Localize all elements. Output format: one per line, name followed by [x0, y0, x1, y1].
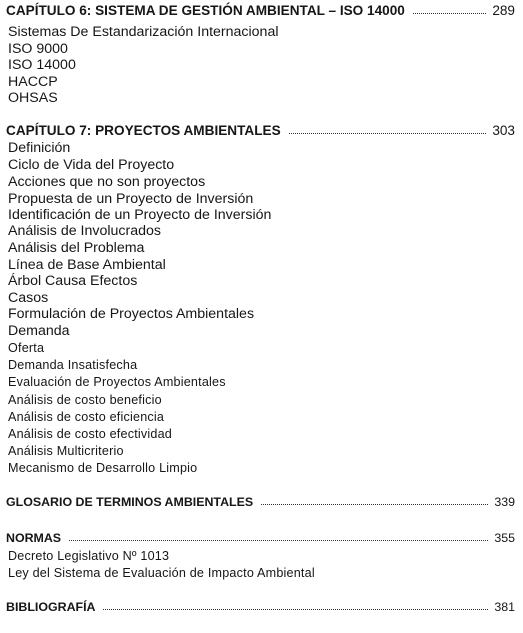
- chapter-7-item: Análisis de costo eficiencia: [8, 410, 165, 424]
- chapter-6-page: 289: [492, 3, 515, 18]
- chapter-6-title: CAPÍTULO 6: SISTEMA DE GESTIÓN AMBIENTAL – ISO 14000: [6, 3, 405, 18]
- bibliography-heading: [6, 600, 515, 614]
- chapter-7-item: Casos: [8, 290, 49, 306]
- chapter-7-item: Demanda: [8, 323, 70, 339]
- normas-item: Decreto Legislativo Nº 1013: [8, 549, 170, 563]
- chapter-7-item: Ciclo de Vida del Proyecto: [8, 157, 175, 173]
- chapter-7-item: Análisis del Problema: [8, 240, 145, 256]
- chapter-7-item: Demanda Insatisfecha: [8, 358, 138, 372]
- chapter-7-item: Formulación de Proyectos Ambientales: [8, 306, 255, 322]
- chapter-7-item: Árbol Causa Efectos: [8, 273, 138, 289]
- chapter-7-item: Definición: [8, 140, 71, 156]
- chapter-6-item: ISO 14000: [8, 57, 76, 73]
- leader-dots: [103, 608, 488, 610]
- chapter-7-heading: [6, 123, 515, 138]
- chapter-7-item: Línea de Base Ambiental: [8, 257, 166, 273]
- chapter-6-item: Sistemas De Estandarización Internacional: [8, 24, 279, 40]
- glossary-heading: [6, 495, 515, 509]
- glossary-page: 339: [494, 495, 515, 509]
- bibliography-page: 381: [494, 600, 515, 614]
- normas-page: 355: [494, 531, 515, 545]
- chapter-6-item: ISO 9000: [8, 41, 68, 57]
- chapter-7-item: Acciones que no son proyectos: [8, 174, 206, 190]
- chapter-6-item: HACCP: [8, 74, 58, 90]
- chapter-7-item: Propuesta de un Proyecto de Inversión: [8, 191, 254, 207]
- chapter-7-title: CAPÍTULO 7: PROYECTOS AMBIENTALES: [6, 123, 281, 138]
- chapter-7-item: Análisis de costo efectividad: [8, 427, 173, 441]
- leader-dots: [69, 539, 488, 541]
- chapter-7-item: Análisis de Involucrados: [8, 223, 161, 239]
- bibliography-title: BIBLIOGRAFÍA: [6, 600, 96, 614]
- chapter-7-item: Mecanismo de Desarrollo Limpio: [8, 461, 198, 475]
- chapter-7-item: Oferta: [8, 341, 45, 355]
- leader-dots: [261, 503, 488, 505]
- chapter-7-item: Evaluación de Proyectos Ambientales: [8, 375, 226, 389]
- chapter-7-item: Análisis Multicriterio: [8, 444, 124, 458]
- chapter-7-item: Análisis de costo beneficio: [8, 393, 162, 407]
- chapter-6-heading: [6, 3, 515, 18]
- leader-dots: [413, 12, 486, 14]
- normas-item: Ley del Sistema de Evaluación de Impacto Ambiental: [8, 566, 315, 580]
- glossary-title: GLOSARIO DE TERMINOS AMBIENTALES: [6, 495, 254, 509]
- normas-title: NORMAS: [6, 531, 62, 545]
- normas-heading: [6, 531, 515, 545]
- chapter-7-item: Identificación de un Proyecto de Inversión: [8, 207, 272, 223]
- chapter-6-item: OHSAS: [8, 90, 58, 106]
- chapter-7-page: 303: [492, 123, 515, 138]
- leader-dots: [289, 132, 487, 134]
